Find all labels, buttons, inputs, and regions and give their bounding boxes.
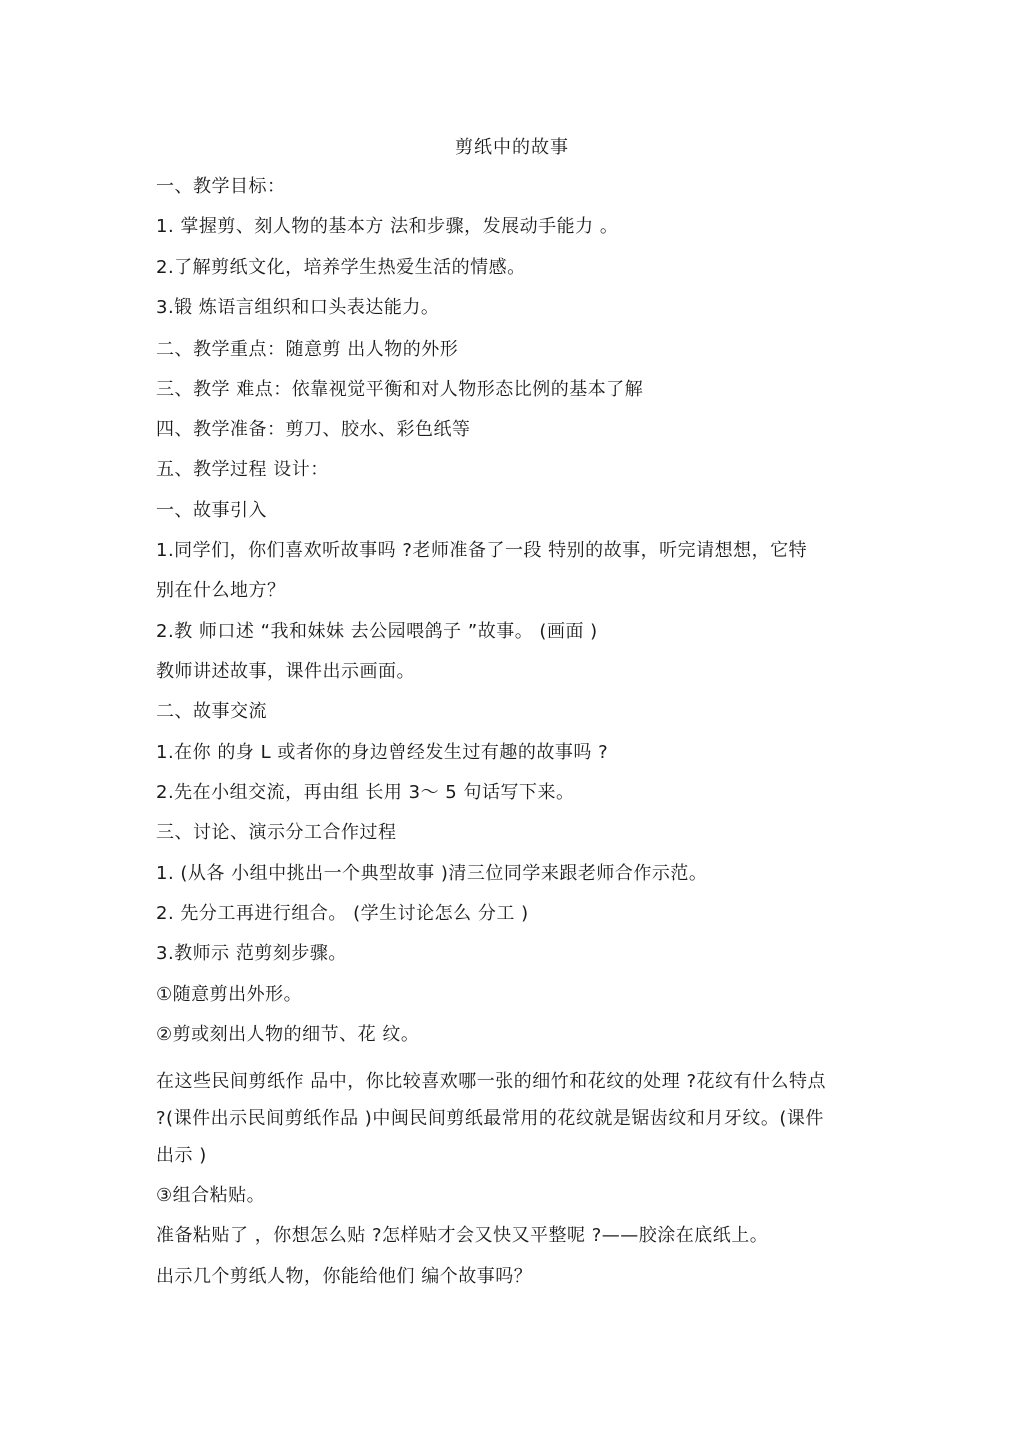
paragraph-line: 准备粘贴了 ，你想怎么贴 ?怎样贴才会又快又平整呢 ?——胶涂在底纸上。 <box>156 1225 769 1246</box>
paragraph-line: 2.教 师口述 “我和妹妹 去公园喂鸽子 ”故事。 (画面 ) <box>156 621 598 642</box>
paragraph-line: 教师讲述故事，课件出示画面。 <box>156 661 415 682</box>
paragraph-line: ?(课件出示民间剪纸作品 )中闽民间剪纸最常用的花纹就是锯齿纹和月牙纹。(课件 <box>156 1108 824 1129</box>
subsection-heading-story-exchange: 二、故事交流 <box>156 701 267 722</box>
paragraph-line: 1. (从各 小组中挑出一个典型故事 )清三位同学来跟老师合作示范。 <box>156 863 708 884</box>
paragraph-line: 别在什么地方？ <box>156 580 286 601</box>
objective-item-2: 2.了解剪纸文化，培养学生热爱生活的情感。 <box>156 257 526 278</box>
objective-item-3: 3.锻 炼语言组织和口头表达能力。 <box>156 297 440 318</box>
section-heading-difficulties: 三、教学 难点：依靠视觉平衡和对人物形态比例的基本了解 <box>156 379 644 400</box>
paragraph-line: ①随意剪出外形。 <box>156 984 303 1005</box>
document-title: 剪纸中的故事 <box>455 137 569 158</box>
paragraph-line: 2. 先分工再进行组合。 (学生讨论怎么 分工 ) <box>156 903 529 924</box>
paragraph-line: 1.同学们，你们喜欢听故事吗 ?老师准备了一段 特别的故事，听完请想想，它特 <box>156 540 808 561</box>
paragraph-line: 2.先在小组交流，再由组 长用 3～ 5 句话写下来。 <box>156 782 575 803</box>
paragraph-line: ②剪或刻出人物的细节、花 纹。 <box>156 1024 420 1045</box>
objective-item-1: 1. 掌握剪、刻人物的基本方 法和步骤，发展动手能力 。 <box>156 216 619 237</box>
paragraph-line: ③组合粘贴。 <box>156 1185 266 1206</box>
subsection-heading-discussion: 三、讨论、演示分工合作过程 <box>156 822 397 843</box>
subsection-heading-story-intro: 一、故事引入 <box>156 500 267 521</box>
section-heading-process: 五、教学过程 设计： <box>156 459 329 480</box>
section-heading-key-points: 二、教学重点：随意剪 出人物的外形 <box>156 339 459 360</box>
paragraph-line: 在这些民间剪纸作 品中，你比较喜欢哪一张的细竹和花纹的处理 ?花纹有什么特点 <box>156 1071 826 1092</box>
paragraph-line: 3.教师示 范剪刻步骤。 <box>156 943 347 964</box>
section-heading-objectives: 一、教学目标： <box>156 176 286 197</box>
paragraph-line: 1.在你 的身 L 或者你的身边曾经发生过有趣的故事吗 ? <box>156 742 609 763</box>
paragraph-line: 出示几个剪纸人物，你能给他们 编个故事吗？ <box>156 1266 533 1287</box>
paragraph-line: 出示 ) <box>156 1145 207 1166</box>
section-heading-preparation: 四、教学准备：剪刀、胶水、彩色纸等 <box>156 419 471 440</box>
